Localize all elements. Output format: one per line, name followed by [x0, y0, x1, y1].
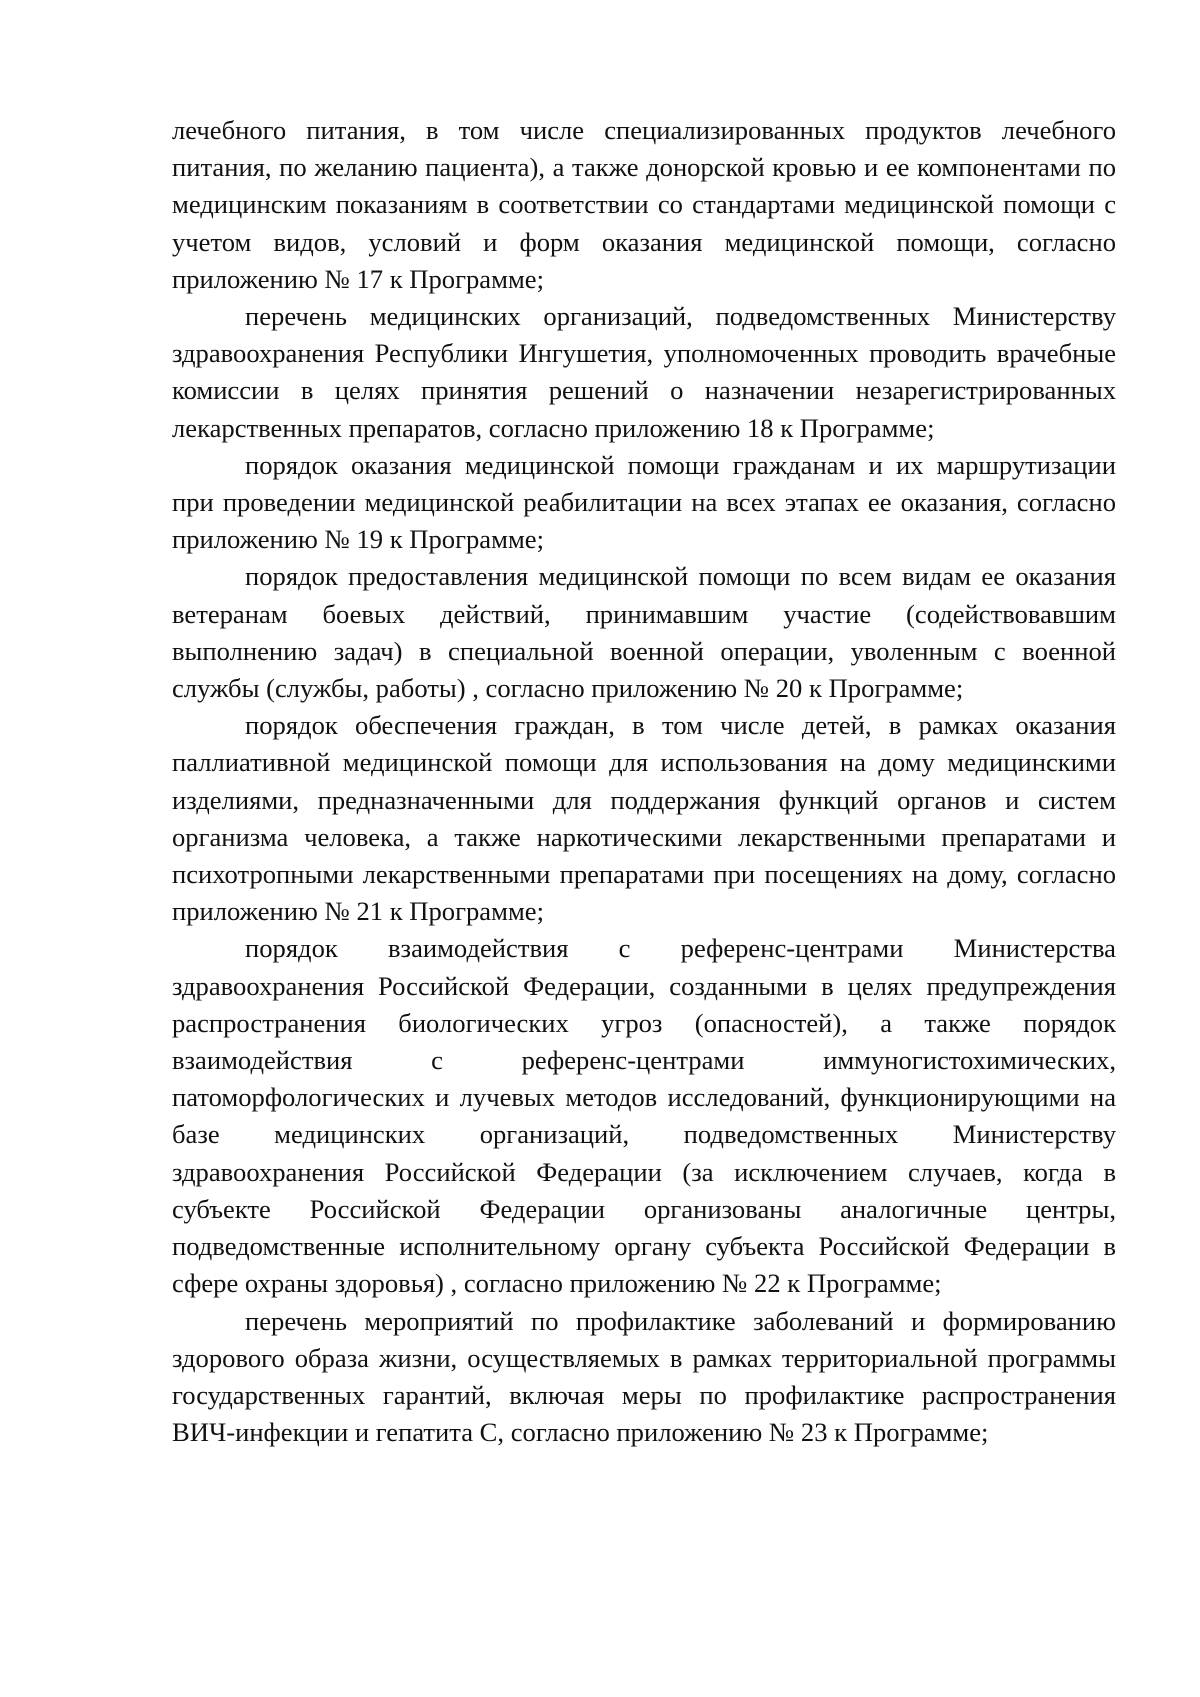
document-body — [172, 112, 1116, 1451]
paragraph-prevention-measures: перечень мероприятий по профилактике заболеваний и формированию здорового образа жизни, осуществляемых в рамках территориальной программы государственных гарантий, включая меры по профилактике распространения ВИЧ-инфекции и гепатита С, согласно приложению № 23 к Программе; — [172, 1305, 1116, 1448]
paragraph-reference-centers: порядок взаимодействия с референс-центрами Министерства здравоохранения Российской Федерации, созданными в целях предупреждения распространения биологических угроз (опасностей), а также порядок взаимодействия с референс-центрами иммуногистохимических, патоморфологических и лучевых методов исследований, функционирующими на базе медицинских организаций, подведомственных Министерству здравоохранения Российской Федерации (за исключением случаев, когда в субъекте Российской Федерации организованы аналогичные центры, подведомственные исполнительному органу субъекта Российской Федерации в сфере охраны здоровья) , согласно приложению № 22 к Программе; — [172, 933, 1116, 1299]
paragraph-palliative-procedure: порядок обеспечения граждан, в том числе детей, в рамках оказания паллиативной медицинской помощи для использования на дому медицинскими изделиями, предназначенными для поддержания функций органов и систем организма человека, а также наркотическими лекарственными препаратами и психотропными лекарственными препаратами при посещениях на дому, согласно приложению № 21 к Программе; — [172, 710, 1116, 927]
paragraph-veterans-procedure: порядок предоставления медицинской помощи по всем видам ее оказания ветеранам боевых действий, принимавшим участие (содействовавшим выполнению задач) в специальной военной операции, уволенным с военной службы (службы, работы) , согласно приложению № 20 к Программе; — [172, 561, 1116, 704]
paragraph-continuation: лечебного питания, в том числе специализированных продуктов лечебного питания, по желанию пациента), а также донорской кровью и ее компонентами по медицинским показаниям в соответствии со стандартами медицинской помощи с учетом видов, условий и форм оказания медицинской помощи, согласно приложению № 17 к Программе; — [172, 115, 1116, 294]
paragraph-organizations-list: перечень медицинских организаций, подведомственных Министерству здравоохранения Республики Ингушетия, уполномоченных проводить врачебные комиссии в целях принятия решений о назначении незарегистрированных лекарственных препаратов, согласно приложению 18 к Программе; — [172, 301, 1116, 443]
paragraph-rehabilitation-procedure: порядок оказания медицинской помощи гражданам и их маршрутизации при проведении медицинской реабилитации на всех этапах ее оказания, согласно приложению № 19 к Программе; — [172, 449, 1116, 555]
